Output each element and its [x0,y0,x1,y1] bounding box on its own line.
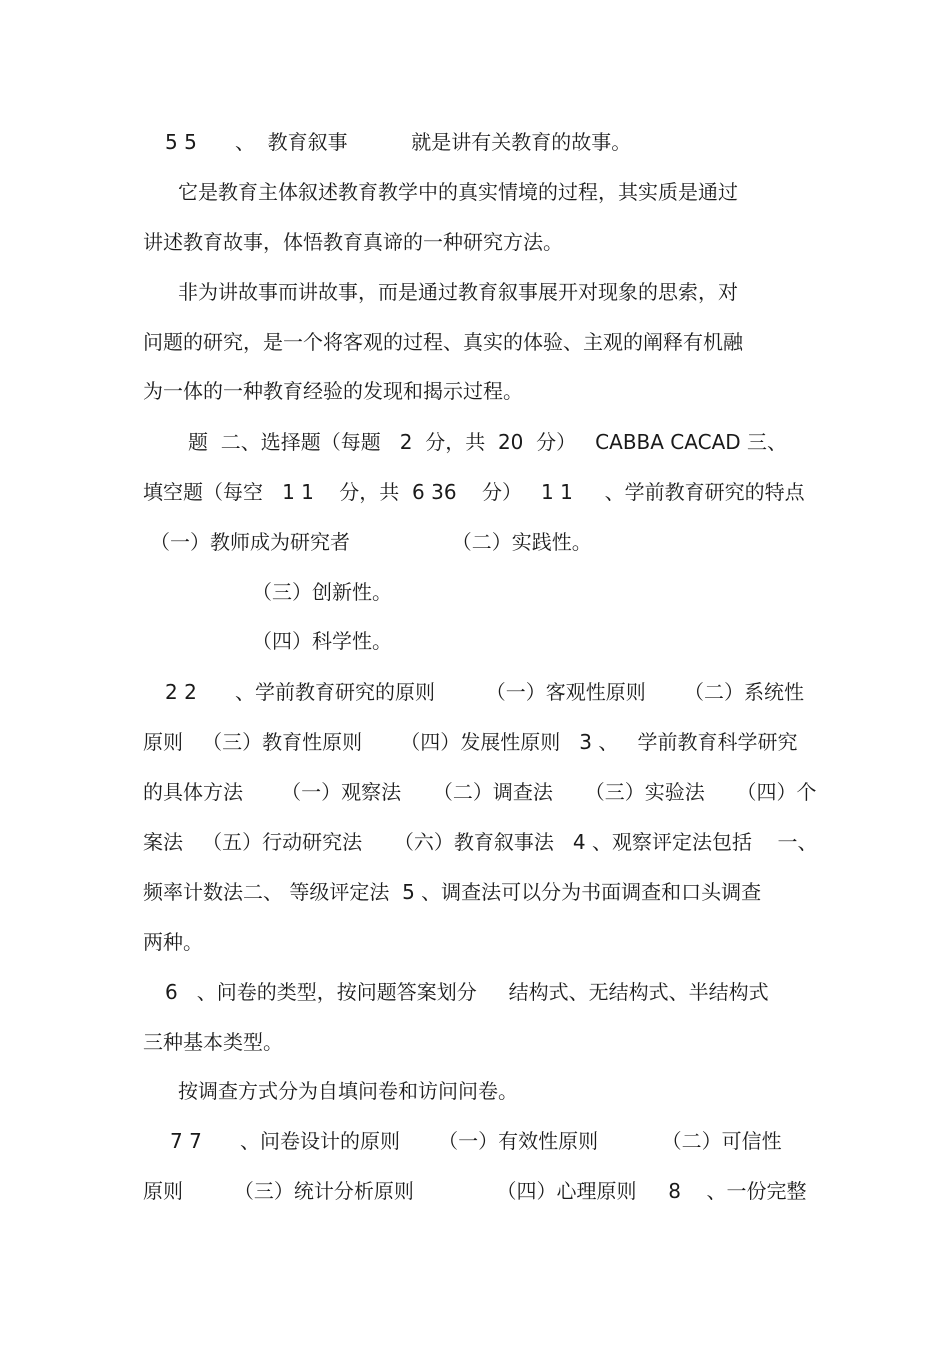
text-line: 7 7 、问卷设计的原则 （一）有效性原则 （二）可信性 [170,1129,782,1153]
text-line: （一）教师成为研究者 （二）实践性。 [150,530,592,554]
text-line: 问题的研究，是一个将客观的过程、真实的体验、主观的阐释有机融 [143,330,743,354]
text-line: 它是教育主体叙述教育教学中的真实情境的过程，其实质是通过 [178,180,738,204]
text-line: 两种。 [143,930,203,954]
text-line: （三）创新性。 [252,580,392,604]
text-line: 频率计数法二、 等级评定法 5 、调查法可以分为书面调查和口头调查 [143,880,762,904]
text-line: 为一体的一种教育经验的发现和揭示过程。 [143,379,523,403]
text-line: 题 二、选择题（每题 2 分，共 20 分） CABBA CACAD 三、 [188,430,788,454]
text-line: 2 2 、学前教育研究的原则 （一）客观性原则 （二）系统性 [165,680,804,704]
text-line: 三种基本类型。 [143,1030,283,1054]
text-line: 原则 （三）统计分析原则 （四）心理原则 8 、一份完整 [143,1179,807,1203]
text-line: 按调查方式分为自填问卷和访问问卷。 [178,1079,518,1103]
text-line: 填空题（每空 1 1 分，共 6 36 分） 1 1 、学前教育研究的特点 [143,480,805,504]
text-line: 原则 （三）教育性原则 （四）发展性原则 3 、 学前教育科学研究 [143,730,798,754]
text-line: 的具体方法 （一）观察法 （二）调查法 （三）实验法 （四）个 [143,780,817,804]
text-line: 案法 （五）行动研究法 （六）教育叙事法 4 、观察评定法包括 一、 [143,830,818,854]
text-line: （四）科学性。 [252,629,392,653]
text-line: 6 、问卷的类型，按问题答案划分 结构式、无结构式、半结构式 [165,980,769,1004]
text-line: 5 5 、 教育叙事 就是讲有关教育的故事。 [165,130,632,154]
text-line: 讲述教育故事，体悟教育真谛的一种研究方法。 [143,230,563,254]
text-line: 非为讲故事而讲故事，而是通过教育叙事展开对现象的思索，对 [178,280,738,304]
